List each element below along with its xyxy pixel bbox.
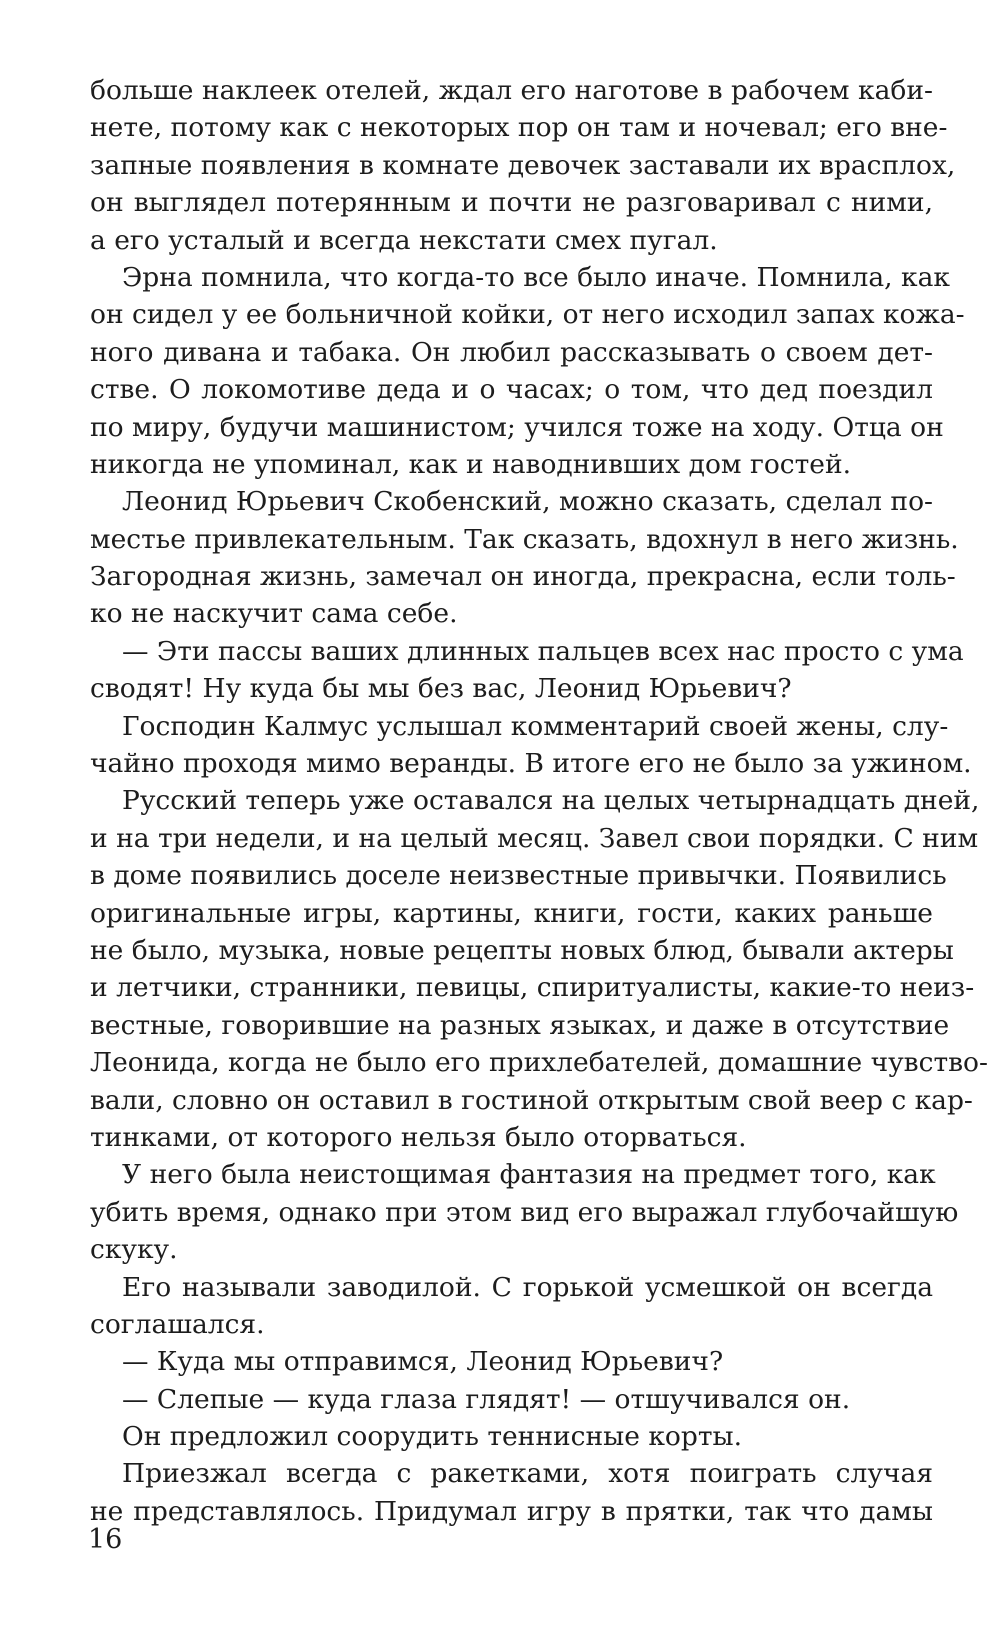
paragraph-6	[90, 782, 988, 1156]
text-line: У него была неистощимая фантазия на предмет того, как	[122, 1159, 936, 1191]
paragraph-2	[90, 259, 965, 483]
text-line: Эрна помнила, что когда-то все было иначе. Помнила, как	[122, 261, 950, 293]
paragraph-3	[90, 483, 959, 633]
text-line: чайно проходя мимо веранды. В итоге его не было за ужином.	[90, 748, 972, 780]
text-line: вали, словно он оставил в гостиной открытым свой веер с кар-	[90, 1084, 973, 1116]
paragraph-1	[90, 72, 956, 259]
text-line: Господин Калмус услышал комментарий своей жены, слу-	[122, 710, 949, 742]
text-line: по миру, будучи машинистом; учился тоже на ходу. Отца он	[90, 411, 944, 443]
text-line: не представлялось. Придумал игру в прятки, так что дамы	[90, 1495, 933, 1527]
text-line: Русский теперь уже оставался на целых четырнадцать дней,	[122, 785, 980, 817]
text-line: тинками, от которого нельзя было оторваться.	[90, 1121, 747, 1153]
text-line: оригинальные игры, картины, книги, гости, каких раньше	[90, 897, 933, 929]
paragraph-11	[90, 1418, 933, 1455]
text-line: он выглядел потерянным и почти не разговаривал с ними,	[90, 187, 933, 219]
text-line: соглашался.	[90, 1308, 265, 1340]
text-line: Приезжал всегда с ракетками, хотя поиграть случая	[122, 1458, 933, 1490]
text-line: ко не наскучит сама себе.	[90, 598, 458, 630]
text-line: — Куда мы отправимся, Леонид Юрьевич?	[122, 1346, 724, 1378]
text-line: скуку.	[90, 1234, 178, 1266]
text-line: Его называли заводилой. С горькой усмешкой он всегда	[122, 1271, 933, 1303]
text-line: никогда не упоминал, как и наводнивших дом гостей.	[90, 448, 852, 480]
paragraph-4	[90, 633, 964, 708]
text-line: Он предложил соорудить теннисные корты.	[122, 1421, 743, 1453]
page-number: 16	[88, 1524, 123, 1555]
text-line: — Слепые — куда глаза глядят! — отшучивался он.	[122, 1383, 851, 1415]
paragraph-12	[90, 1455, 933, 1530]
text-line: и на три недели, и на целый месяц. Завел свои порядки. С ним	[90, 822, 979, 854]
paragraph-8	[90, 1269, 933, 1344]
text-line: он сидел у ее больничной койки, от него исходил запах кожа-	[90, 299, 965, 331]
text-line: а его усталый и всегда некстати смех пугал.	[90, 224, 718, 256]
body-text	[90, 72, 988, 1530]
text-line: больше наклеек отелей, ждал его наготове в рабочем каби-	[90, 75, 933, 106]
text-line: стве. О локомотиве деда и о часах; о том, что дед поездил	[90, 374, 933, 406]
text-line: Загородная жизнь, замечал он иногда, прекрасна, если толь-	[90, 561, 956, 593]
text-line: не было, музыка, новые рецепты новых блюд, бывали актеры	[90, 934, 954, 966]
text-line: — Эти пассы ваших длинных пальцев всех нас просто с ума	[122, 635, 964, 667]
paragraph-10	[90, 1381, 933, 1418]
paragraph-5	[90, 708, 972, 783]
text-line: нете, потому как с некоторых пор он там и ночевал; его вне-	[90, 112, 948, 144]
text-line: местье привлекательным. Так сказать, вдохнул в него жизнь.	[90, 523, 959, 555]
text-line: ного дивана и табака. Он любил рассказывать о своем дет-	[90, 336, 933, 368]
text-line: Леонид Юрьевич Скобенский, можно сказать, сделал по-	[122, 486, 933, 518]
text-line: Леонида, когда не было его прихлебателей, домашние чувство-	[90, 1047, 988, 1079]
text-line: сводят! Ну куда бы мы без вас, Леонид Юрьевич?	[90, 673, 792, 705]
text-line: в доме появились доселе неизвестные привычки. Появились	[90, 860, 947, 892]
text-line: и летчики, странники, певицы, спиритуалисты, какие-то неиз-	[90, 972, 975, 1004]
text-line: запные появления в комнате девочек заставали их врасплох,	[90, 149, 956, 181]
text-line: вестные, говорившие на разных языках, и даже в отсутствие	[90, 1009, 950, 1041]
text-line: убить время, однако при этом вид его выражал глубочайшую	[90, 1196, 959, 1228]
paragraph-7	[90, 1156, 959, 1268]
paragraph-9	[90, 1343, 933, 1380]
